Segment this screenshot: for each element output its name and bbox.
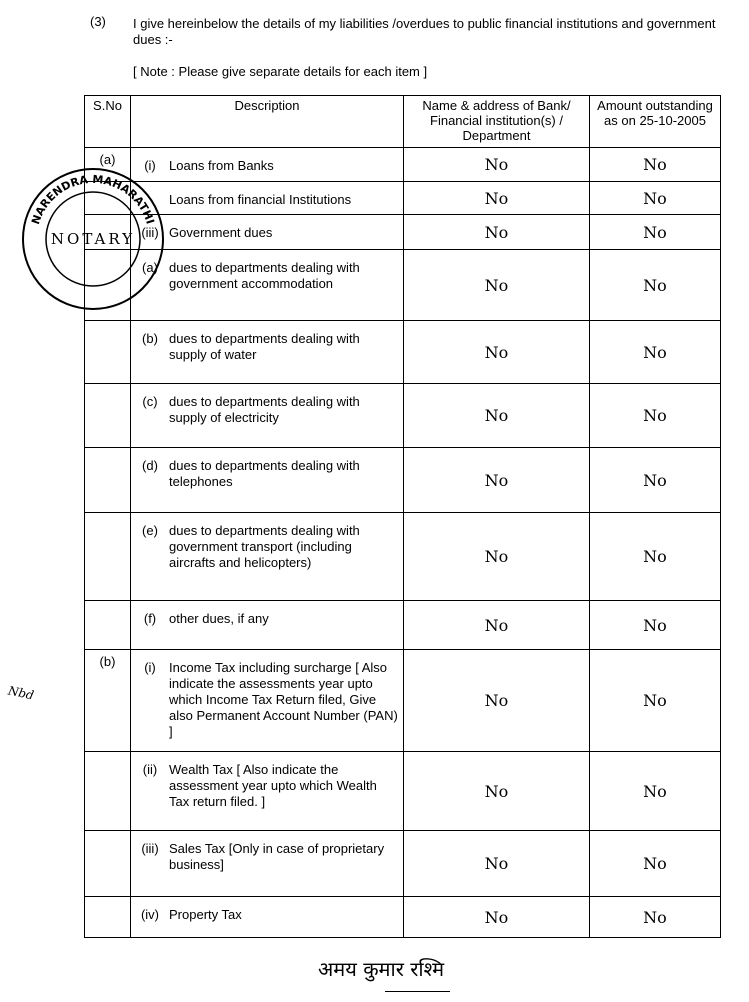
row-sub-index: (a) <box>142 260 158 275</box>
row-amount-answer: No <box>590 448 721 513</box>
row-desc-text: other dues, if any <box>169 611 269 626</box>
row-sno <box>85 601 131 650</box>
row-amount-answer: No <box>590 897 721 938</box>
header-description: Description <box>131 96 404 148</box>
stamp-ring-text: NARENDRA MAHARATHI <box>29 172 157 227</box>
row-amount-answer: No <box>590 321 721 384</box>
row-sub-index: (f) <box>143 611 157 626</box>
note-text: [ Note : Please give separate details for each item ] <box>133 64 428 79</box>
row-sub-index: (b) <box>142 331 158 346</box>
row-sno <box>85 897 131 938</box>
row-description <box>131 650 404 752</box>
table-row <box>85 752 721 831</box>
svg-text:NARENDRA MAHARATHI <box>29 173 157 226</box>
row-desc-text: Property Tax <box>169 907 242 922</box>
row-bank-answer: No <box>404 384 590 448</box>
row-description <box>131 215 404 250</box>
row-amount-answer: No <box>590 182 721 215</box>
table-row <box>85 182 721 215</box>
row-sub-index: (i) <box>144 660 156 675</box>
row-amount-answer: No <box>590 250 721 321</box>
row-sno: (b) <box>85 650 131 752</box>
table-row <box>85 650 721 752</box>
row-sub-index: (iii) <box>141 841 159 856</box>
row-amount-answer: No <box>590 148 721 182</box>
row-amount-answer: No <box>590 752 721 831</box>
row-sno <box>85 321 131 384</box>
row-sub-index: (ii) <box>142 762 158 777</box>
row-description <box>131 513 404 601</box>
row-description <box>131 752 404 831</box>
row-amount-answer: No <box>590 601 721 650</box>
table-row <box>85 148 721 182</box>
header-amount: Amount outstanding as on 25-10-2005 <box>590 96 721 148</box>
row-description <box>131 321 404 384</box>
row-sub-index: (iv) <box>140 907 160 922</box>
row-description <box>131 897 404 938</box>
table-row <box>85 897 721 938</box>
row-description <box>131 250 404 321</box>
row-bank-answer: No <box>404 321 590 384</box>
table-row <box>85 215 721 250</box>
row-sno: (a) <box>85 148 131 182</box>
row-bank-answer: No <box>404 897 590 938</box>
row-desc-text: Loans from Banks <box>169 158 274 173</box>
row-sno <box>85 448 131 513</box>
signature-line <box>385 991 450 992</box>
row-desc-text: dues to departments dealing with government accommodation <box>169 260 360 291</box>
row-desc-text: Income Tax including surcharge [ Also indicate the assessments year upto which Income Tax Return filed, Give also Permanent Account Number (PAN) ] <box>169 660 398 739</box>
row-bank-answer: No <box>404 250 590 321</box>
table-row <box>85 513 721 601</box>
row-sno <box>85 513 131 601</box>
row-description <box>131 148 404 182</box>
row-description <box>131 448 404 513</box>
row-sno <box>85 384 131 448</box>
table-header-row <box>85 96 721 148</box>
header-bank: Name & address of Bank/ Financial institution(s) / Department <box>404 96 590 148</box>
margin-initials: Nbd <box>6 683 36 703</box>
row-desc-text: Wealth Tax [ Also indicate the assessment year upto which Wealth Tax return filed. ] <box>169 762 377 809</box>
row-sub-index: (e) <box>142 523 158 538</box>
row-desc-text: dues to departments dealing with supply of water <box>169 331 360 362</box>
row-desc-text: Loans from financial Institutions <box>169 192 352 207</box>
row-bank-answer: No <box>404 182 590 215</box>
row-sub-index: (i) <box>144 158 156 173</box>
section-number: (3) <box>90 14 106 29</box>
row-description <box>131 601 404 650</box>
table-row <box>85 321 721 384</box>
row-amount-answer: No <box>590 831 721 897</box>
row-description <box>131 384 404 448</box>
row-desc-text: Sales Tax [Only in case of proprietary business] <box>169 841 385 872</box>
row-sno <box>85 831 131 897</box>
liabilities-table <box>84 95 721 938</box>
row-desc-text: dues to departments dealing with telephones <box>169 458 360 489</box>
row-bank-answer: No <box>404 215 590 250</box>
row-bank-answer: No <box>404 831 590 897</box>
row-bank-answer: No <box>404 448 590 513</box>
row-amount-answer: No <box>590 384 721 448</box>
row-sub-index: (c) <box>142 394 158 409</box>
row-desc-text: dues to departments dealing with government transport (including aircrafts and helicopters) <box>169 523 360 570</box>
table-row <box>85 831 721 897</box>
table-row <box>85 250 721 321</box>
signature: अमय कुमार रश्मि <box>318 957 445 981</box>
row-desc-text: dues to departments dealing with supply of electricity <box>169 394 360 425</box>
row-amount-answer: No <box>590 513 721 601</box>
table-row <box>85 448 721 513</box>
header-sno: S.No <box>85 96 131 148</box>
notary-stamp <box>20 166 166 312</box>
row-sub-index: (d) <box>142 458 158 473</box>
row-sno <box>85 752 131 831</box>
intro-text: I give hereinbelow the details of my liabilities /overdues to public financial institutions and government dues :- <box>133 16 716 47</box>
row-bank-answer: No <box>404 752 590 831</box>
row-bank-answer: No <box>404 148 590 182</box>
table-row <box>85 601 721 650</box>
row-amount-answer: No <box>590 215 721 250</box>
stamp-notary-text: NOTARY <box>50 230 136 248</box>
row-desc-text: Government dues <box>169 225 273 240</box>
row-description <box>131 831 404 897</box>
row-bank-answer: No <box>404 601 590 650</box>
row-amount-answer: No <box>590 650 721 752</box>
table-row <box>85 384 721 448</box>
row-description <box>131 182 404 215</box>
row-sub-index: (iii) <box>141 225 159 240</box>
row-bank-answer: No <box>404 650 590 752</box>
row-bank-answer: No <box>404 513 590 601</box>
